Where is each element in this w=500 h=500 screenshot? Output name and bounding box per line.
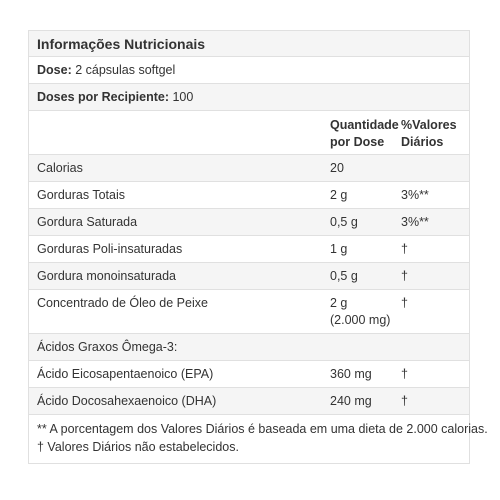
nutrient-name: Gordura monoinsaturada xyxy=(37,269,176,283)
nutrient-row xyxy=(29,182,469,209)
footnote-not-established: † Valores Diários não estabelecidos. xyxy=(37,440,239,454)
dose-label: Dose: xyxy=(37,63,72,77)
nutrient-row xyxy=(29,361,469,388)
nutrient-group-row xyxy=(29,334,469,361)
dose-row xyxy=(29,57,469,84)
nutrient-name: Ácido Eicosapentaenoico (EPA) xyxy=(37,367,214,381)
servings-row xyxy=(29,84,469,111)
column-header-row xyxy=(29,111,469,155)
nutrient-row xyxy=(29,388,469,415)
nutrient-amount: 360 mg xyxy=(330,367,372,381)
nutrient-name: Gorduras Totais xyxy=(37,188,126,202)
nutrient-row xyxy=(29,263,469,290)
nutrition-facts-panel xyxy=(28,30,488,464)
servings-label: Doses por Recipiente: xyxy=(37,90,169,104)
nutrient-name: Gorduras Poli-insaturadas xyxy=(37,242,183,256)
nutrient-name: Ácido Docosahexaenoico (DHA) xyxy=(37,394,217,408)
nutrition-title-row xyxy=(29,31,469,57)
footnotes xyxy=(29,415,488,463)
nutrient-name: Calorias xyxy=(37,161,83,175)
nutrition-title: Informações Nutricionais xyxy=(37,36,206,52)
nutrient-daily-value: † xyxy=(401,367,408,381)
nutrient-daily-value: † xyxy=(401,394,408,408)
nutrient-row xyxy=(29,209,469,236)
nutrient-daily-value: † xyxy=(401,242,408,256)
nutrient-name: Concentrado de Óleo de Peixe xyxy=(37,296,208,310)
nutrient-daily-value: † xyxy=(401,269,408,283)
nutrient-amount: 1 g xyxy=(330,242,348,256)
nutrient-daily-value: 3%** xyxy=(401,215,429,229)
quantity-header: Quantidade por Dose xyxy=(330,118,399,149)
nutrient-amount: 20 xyxy=(330,161,344,175)
nutrient-group-name: Ácidos Graxos Ômega-3: xyxy=(37,340,178,354)
nutrient-amount: 0,5 g xyxy=(330,215,358,229)
nutrient-amount: 240 mg xyxy=(330,394,372,408)
nutrient-amount: 0,5 g xyxy=(330,269,358,283)
nutrient-amount: 2 g xyxy=(330,188,348,202)
nutrient-row xyxy=(29,155,469,182)
nutrient-daily-value: 3%** xyxy=(401,188,429,202)
nutrient-daily-value: † xyxy=(401,296,408,310)
nutrient-row xyxy=(29,236,469,263)
footnote-daily-values: ** A porcentagem dos Valores Diários é baseada em uma dieta de 2.000 calorias. xyxy=(37,422,488,436)
dose-value: 2 cápsulas softgel xyxy=(75,63,176,77)
servings-value: 100 xyxy=(172,90,194,104)
nutrient-amount: 2 g (2.000 mg) xyxy=(330,296,391,327)
daily-value-header: %Valores Diários xyxy=(401,118,457,149)
nutrient-name: Gordura Saturada xyxy=(37,215,138,229)
nutrient-row xyxy=(29,290,469,334)
